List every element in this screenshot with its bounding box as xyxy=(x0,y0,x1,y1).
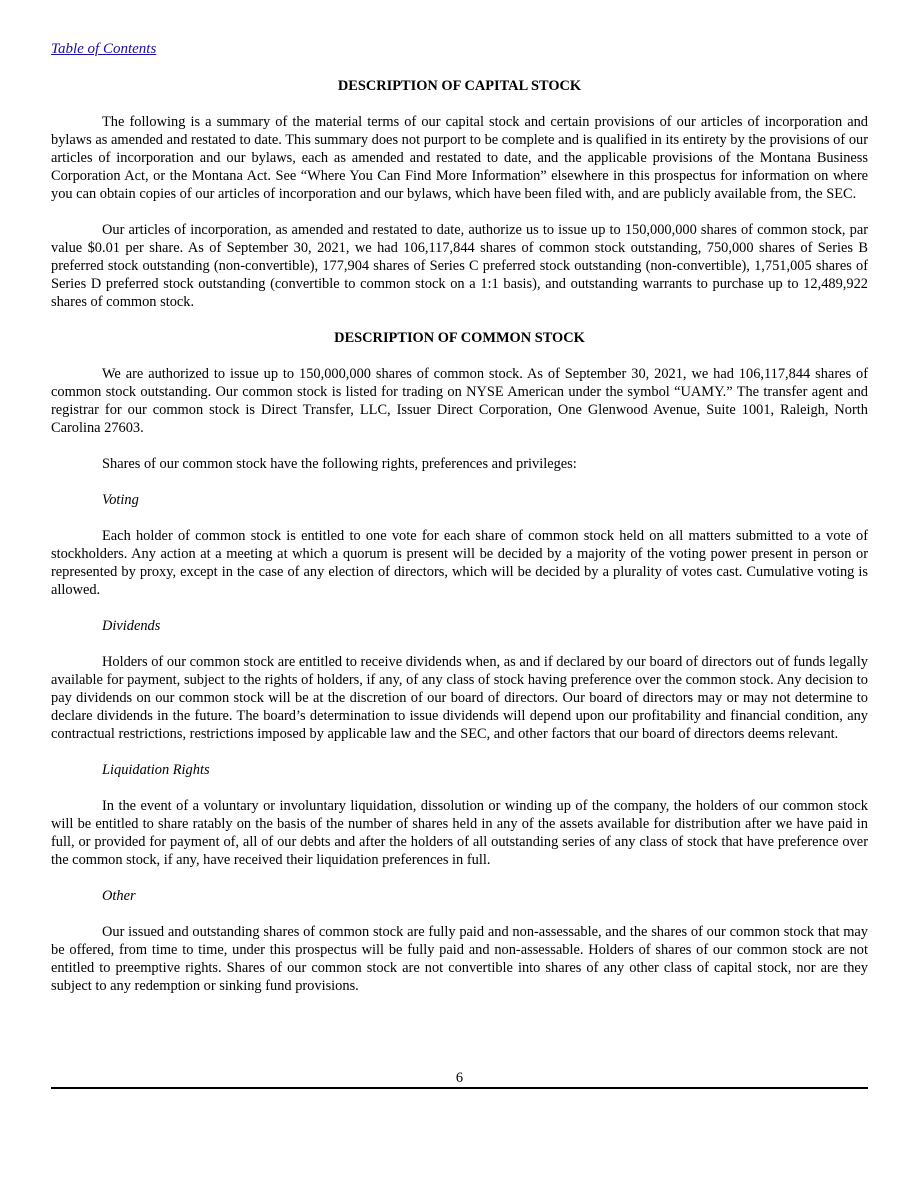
capital-stock-heading: DESCRIPTION OF CAPITAL STOCK xyxy=(337,78,582,94)
other-paragraph: Our issued and outstanding shares of common stock are fully paid and non-assessable, and the shares of our common stock that may be offered, from time to time, under this prospectus will be fully paid and non-assessable. Holders of shares of our common stock are not entitled to preemptive rights. Shares of our common stock are not convertible into shares of any other class of capital stock, nor are they subject to any redemption or sinking fund provisions. xyxy=(51,924,868,994)
voting-subheading: Voting xyxy=(102,492,139,508)
document-body xyxy=(51,77,868,1013)
liquidation-rights-subheading: Liquidation Rights xyxy=(102,762,210,778)
voting-paragraph: Each holder of common stock is entitled to one vote for each share of common stock held on all matters submitted to a vote of stockholders. Any action at a meeting at which a quorum is present will be decided by a majority of the voting power present in person or represented by proxy, except in the case of any election of directors, which will be decided by a plurality of votes cast. Cumulative voting is allowed. xyxy=(51,528,868,598)
dividends-paragraph: Holders of our common stock are entitled to receive dividends when, as and if declared by our board of directors out of funds legally available for payment, subject to the rights of holders, if any, of any class of stock having preference over the common stock. Any decision to pay dividends on our common stock will be at the discretion of our board of directors. Our board of directors may or may not determine to declare dividends in the future. The board’s determination to issue dividends will depend upon our profitability and financial condition, any contractual restrictions, restrictions imposed by applicable law and the SEC, and other factors that our board of directors deems relevant. xyxy=(51,654,868,742)
common-stock-paragraph-1: We are authorized to issue up to 150,000,000 shares of common stock. As of September 30, 2021, we had 106,117,844 shares of common stock outstanding. Our common stock is listed for trading on NYSE American under the symbol “UAMY.” The transfer agent and registrar for our common stock is Direct Transfer, LLC, Issuer Direct Corporation, One Glenwood Avenue, Suite 1001, Raleigh, North Carolina 27603. xyxy=(51,366,868,436)
page-number: 6 xyxy=(455,1070,464,1086)
capital-stock-paragraph-1: The following is a summary of the material terms of our capital stock and certain provisions of our articles of incorporation and bylaws as amended and restated to date. This summary does not purport to be complete and is qualified in its entirety by the provisions of our articles of incorporation and our bylaws, each as amended and restated to date, and the applicable provisions of the Montana Business Corporation Act, or the Montana Act. See “Where You Can Find More Information” elsewhere in this prospectus for information on where you can obtain copies of our articles of incorporation and our bylaws, which have been filed with, and are publicly available from, the SEC. xyxy=(51,114,868,202)
other-subheading: Other xyxy=(102,888,136,904)
table-of-contents-link[interactable]: Table of Contents xyxy=(51,41,157,57)
liquidation-rights-paragraph: In the event of a voluntary or involuntary liquidation, dissolution or winding up of the company, the holders of our common stock will be entitled to share ratably on the basis of the number of shares held in any of the assets available for distribution after we have paid in full, or provided for payment of, all of our debts and after the holders of all outstanding series of any class of stock that have preference over the common stock, if any, have received their liquidation preferences in full. xyxy=(51,798,868,868)
footer-divider xyxy=(51,1087,868,1089)
common-stock-heading: DESCRIPTION OF COMMON STOCK xyxy=(334,330,585,346)
common-stock-paragraph-2: Shares of our common stock have the following rights, preferences and privileges: xyxy=(102,456,577,472)
capital-stock-paragraph-2: Our articles of incorporation, as amended and restated to date, authorize us to issue up to 150,000,000 shares of common stock, par value $0.01 per share. As of September 30, 2021, we had 106,117,844 shares of common stock outstanding, 750,000 shares of Series B preferred stock outstanding (non-convertible), 177,904 shares of Series C preferred stock outstanding (non-convertible), 1,751,005 shares of Series D preferred stock outstanding (convertible to common stock on a 1:1 basis), and outstanding warrants to purchase up to 12,489,922 shares of common stock. xyxy=(51,222,868,310)
dividends-subheading: Dividends xyxy=(102,618,161,634)
